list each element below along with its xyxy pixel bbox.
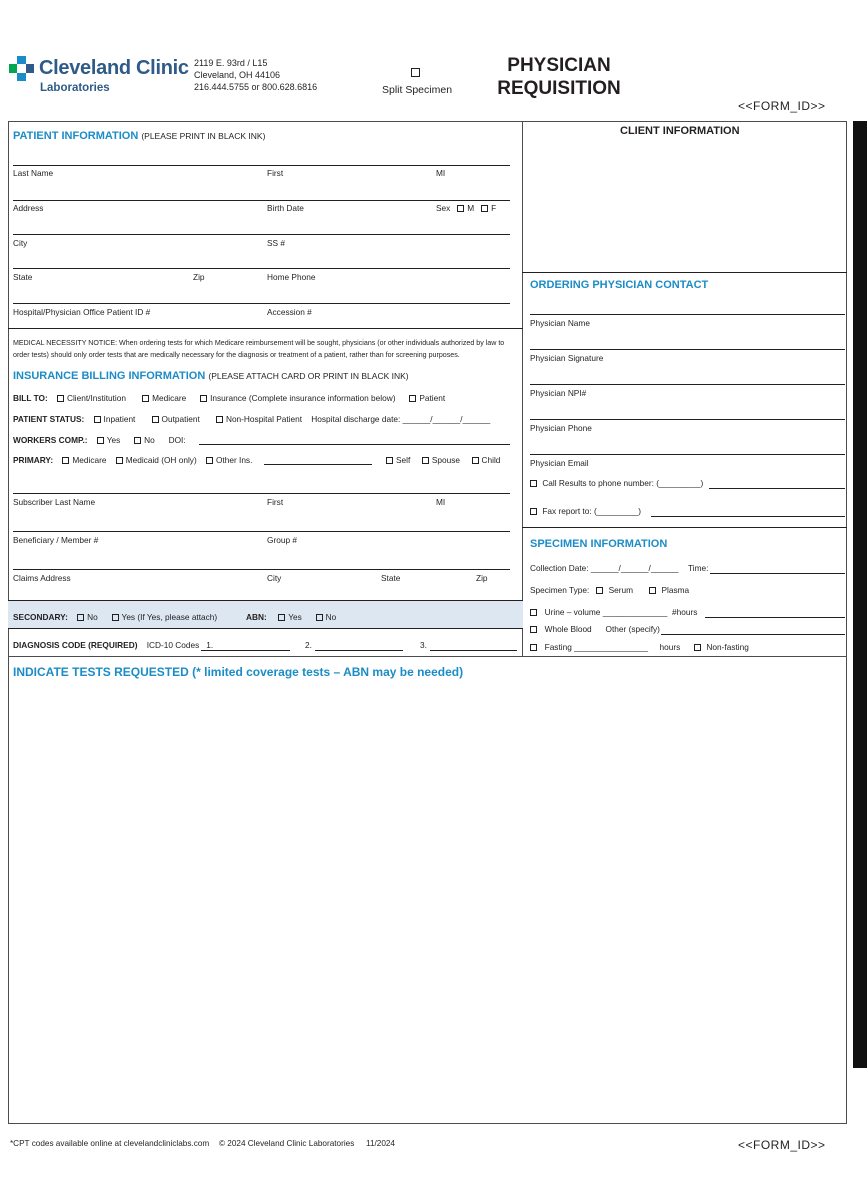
fax-report-checkbox[interactable] — [530, 508, 537, 515]
city-line[interactable] — [13, 234, 510, 235]
fasting-row: Fasting ________________ hours Non-fasting — [530, 642, 749, 652]
medicaid-checkbox[interactable] — [116, 457, 123, 464]
diagnosis-1-line[interactable] — [201, 650, 290, 651]
divider — [8, 600, 523, 601]
address-line-2: Cleveland, OH 44106 — [194, 70, 281, 80]
workers-no-checkbox[interactable] — [134, 437, 141, 444]
primary-row: PRIMARY: Medicare Medicaid (OH only) Other Ins. — [13, 455, 253, 465]
claims-address-label: Claims Address — [13, 573, 71, 583]
call-results-line[interactable] — [709, 488, 845, 489]
subscriber-last-label: Subscriber Last Name — [13, 497, 96, 507]
child-checkbox[interactable] — [472, 457, 479, 464]
secondary-row: SECONDARY: No Yes (If Yes, please attach) — [13, 612, 218, 622]
bill-client-checkbox[interactable] — [57, 395, 64, 402]
claims-state-label: State — [381, 573, 401, 583]
call-results-checkbox[interactable] — [530, 480, 537, 487]
tests-panel — [8, 656, 847, 1124]
sex-field: Sex M F — [436, 203, 497, 213]
non-fasting-checkbox[interactable] — [694, 644, 701, 651]
plasma-checkbox[interactable] — [649, 587, 656, 594]
specimen-type-row: Specimen Type: Serum Plasma — [530, 585, 690, 595]
ss-label: SS # — [267, 238, 285, 248]
whole-blood-row: Whole Blood Other (specify) — [530, 624, 660, 634]
patient-insurance-panel — [8, 121, 523, 657]
whole-blood-checkbox[interactable] — [530, 626, 537, 633]
time-label: Time: — [688, 563, 709, 573]
call-results-row: Call Results to phone number: (_________) — [530, 478, 703, 488]
accession-label: Accession # — [267, 307, 312, 317]
sex-f-checkbox[interactable] — [481, 205, 488, 212]
patient-status-row: PATIENT STATUS: Inpatient Outpatient Non-Hospital Patient Hospital discharge date: ______/______/______ — [13, 414, 491, 424]
address-line-3: 216.444.5755 or 800.628.6816 — [194, 82, 318, 92]
divider — [8, 328, 523, 329]
insurance-heading: INSURANCE BILLING INFORMATION (PLEASE ATTACH CARD OR PRINT IN BLACK INK) — [13, 370, 409, 382]
physician-phone-line[interactable] — [530, 419, 845, 420]
physician-signature-label: Physician Signature — [530, 353, 604, 363]
cleveland-clinic-logo-icon — [9, 56, 34, 81]
other-specimen-line[interactable] — [661, 634, 845, 635]
form-id-top: <<FORM_ID>> — [738, 99, 826, 113]
fax-report-line[interactable] — [651, 516, 845, 517]
group-label: Group # — [267, 535, 297, 545]
serum-checkbox[interactable] — [596, 587, 603, 594]
first-name-label: First — [267, 168, 284, 178]
birth-date-label: Birth Date — [267, 203, 304, 213]
address-label: Address — [13, 203, 44, 213]
doi-line[interactable] — [199, 444, 510, 445]
bill-to-row: BILL TO: Client/Institution Medicare Insurance (Complete insurance information below) Patient — [13, 393, 446, 403]
patient-id-line[interactable] — [13, 303, 510, 304]
physician-phone-label: Physician Phone — [530, 423, 592, 433]
bill-patient-checkbox[interactable] — [409, 395, 416, 402]
diagnosis-3-line[interactable] — [430, 650, 517, 651]
physician-email-label: Physician Email — [530, 458, 589, 468]
form-id-bottom: <<FORM_ID>> — [738, 1138, 826, 1152]
time-line[interactable] — [710, 573, 845, 574]
outpatient-checkbox[interactable] — [152, 416, 159, 423]
patient-info-heading: PATIENT INFORMATION (PLEASE PRINT IN BLACK INK) — [13, 130, 266, 142]
hours-label: #hours — [672, 607, 698, 617]
last-name-line[interactable] — [13, 165, 510, 166]
subscriber-line[interactable] — [13, 493, 510, 494]
physician-email-line[interactable] — [530, 454, 845, 455]
address-line-1: 2119 E. 93rd / L15 — [194, 58, 268, 68]
diagnosis-row: DIAGNOSIS CODE (REQUIRED) ICD-10 Codes 1. — [13, 640, 214, 650]
physician-npi-label: Physician NPI# — [530, 388, 587, 398]
split-specimen-checkbox[interactable] — [411, 68, 420, 77]
state-label: State — [13, 272, 33, 282]
hours-line[interactable] — [705, 617, 845, 618]
medical-necessity-notice: MEDICAL NECESSITY NOTICE: When ordering tests for which Medicare reimbursement will be sought, physicians (or other individuals authorized by law to order tests) should only order tests that are medically necessary for the diagnosis or treatment of a patient, rather than for screening purposes. — [13, 339, 505, 359]
physician-npi-line[interactable] — [530, 384, 845, 385]
fasting-checkbox[interactable] — [530, 644, 537, 651]
urine-checkbox[interactable] — [530, 609, 537, 616]
right-edge-bar — [853, 121, 867, 1068]
workers-yes-checkbox[interactable] — [97, 437, 104, 444]
workers-comp-row: WORKERS COMP.: Yes No DOI: — [13, 435, 186, 445]
claims-line[interactable] — [13, 569, 510, 570]
mi-label: MI — [436, 168, 446, 178]
bill-medicare-checkbox[interactable] — [142, 395, 149, 402]
diagnosis-3-label: 3. — [420, 640, 427, 650]
state-line[interactable] — [13, 268, 510, 269]
claims-zip-label: Zip — [476, 573, 488, 583]
physician-name-label: Physician Name — [530, 318, 590, 328]
physician-signature-line[interactable] — [530, 349, 845, 350]
secondary-no-checkbox[interactable] — [77, 614, 84, 621]
address-line[interactable] — [13, 200, 510, 201]
footer-cpt-note: *CPT codes available online at clevelandcliniclabs.com — [10, 1139, 210, 1148]
other-ins-checkbox[interactable] — [206, 457, 213, 464]
hospital-id-label: Hospital/Physician Office Patient ID # — [13, 307, 151, 317]
page-title: PHYSICIAN REQUISITION — [497, 55, 621, 99]
city-label: City — [13, 238, 28, 248]
abn-yes-checkbox[interactable] — [278, 614, 285, 621]
fax-report-row: Fax report to: (_________) — [530, 506, 641, 516]
brand-subtitle: Laboratories — [40, 82, 110, 94]
subscriber-mi-label: MI — [436, 497, 446, 507]
home-phone-label: Home Phone — [267, 272, 316, 282]
divider — [522, 272, 847, 273]
inpatient-checkbox[interactable] — [94, 416, 101, 423]
abn-row: ABN: Yes No — [246, 612, 337, 622]
primary-medicare-checkbox[interactable] — [62, 457, 69, 464]
sex-m-checkbox[interactable] — [457, 205, 464, 212]
other-ins-line[interactable] — [264, 464, 372, 465]
last-name-label: Last Name — [13, 168, 54, 178]
abn-no-checkbox[interactable] — [316, 614, 323, 621]
specimen-heading: SPECIMEN INFORMATION — [530, 538, 668, 550]
secondary-yes-checkbox[interactable] — [112, 614, 119, 621]
collection-date-label: Collection Date: ______/______/______ — [530, 563, 679, 573]
divider — [522, 527, 847, 528]
non-hospital-checkbox[interactable] — [216, 416, 223, 423]
spouse-checkbox[interactable] — [422, 457, 429, 464]
claims-city-label: City — [267, 573, 282, 583]
zip-label: Zip — [193, 272, 205, 282]
diagnosis-2-line[interactable] — [315, 650, 403, 651]
split-specimen-label: Split Specimen — [382, 84, 453, 96]
bill-insurance-checkbox[interactable] — [200, 395, 207, 402]
footer-copyright: © 2024 Cleveland Clinic Laboratories — [219, 1139, 355, 1148]
relationship-row: Self Spouse Child — [386, 455, 500, 465]
physician-heading: ORDERING PHYSICIAN CONTACT — [530, 279, 709, 291]
subscriber-first-label: First — [267, 497, 284, 507]
self-checkbox[interactable] — [386, 457, 393, 464]
tests-heading: INDICATE TESTS REQUESTED (* limited coverage tests – ABN may be needed) — [13, 665, 464, 679]
beneficiary-label: Beneficiary / Member # — [13, 535, 99, 545]
beneficiary-line[interactable] — [13, 531, 510, 532]
divider — [8, 628, 523, 629]
brand-name: Cleveland Clinic — [39, 57, 189, 79]
footer-date: 11/2024 — [366, 1139, 395, 1148]
physician-name-line[interactable] — [530, 314, 845, 315]
diagnosis-2-label: 2. — [305, 640, 312, 650]
urine-row: Urine – volume ______________ — [530, 607, 667, 617]
client-info-heading: CLIENT INFORMATION — [620, 125, 740, 137]
